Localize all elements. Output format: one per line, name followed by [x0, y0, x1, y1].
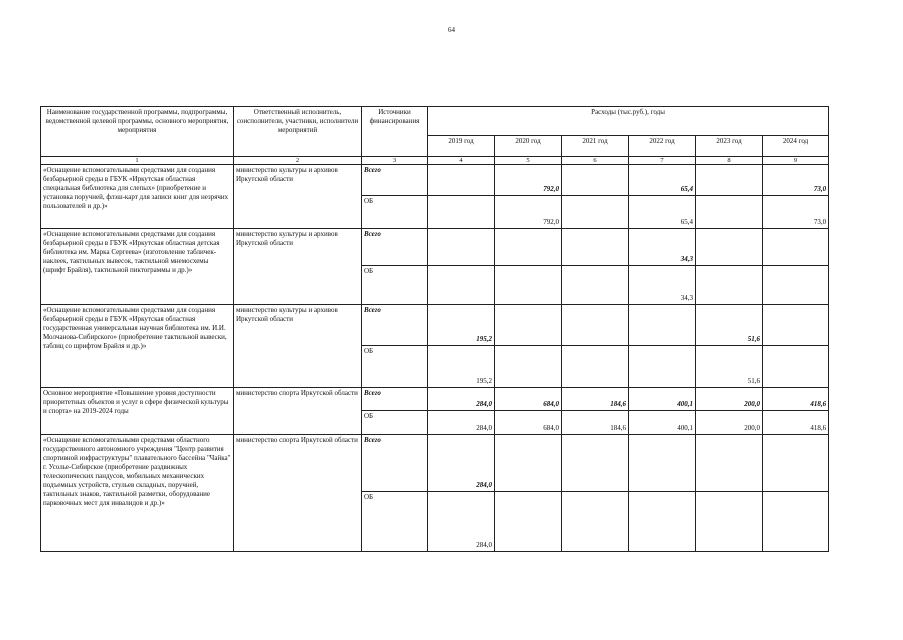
header-year: 2021 год	[562, 136, 629, 157]
header-year: 2019 год	[428, 136, 495, 157]
ob-value	[763, 346, 829, 388]
table-row	[41, 305, 829, 346]
source-ob-label: ОБ	[362, 266, 428, 305]
activity-name: «Оснащение вспомогательными средствами областного государственного автономного учреждения "Центр развития спортивной инфраструктуры" плавательного бассейна "Чайка" г. Усолье-Сибирское (приобретение раздвижных телескопических пандусов, мобильных механических подъемных устройств, стульев складных, поручней, тактильных знаков, тактильной разметки, оборудование парковочных мест для инвалидов и др.)»	[41, 435, 234, 552]
ob-value: 684,0	[495, 411, 562, 435]
total-value	[428, 165, 495, 196]
column-number: 6	[562, 157, 629, 165]
total-value	[763, 305, 829, 346]
ob-value	[495, 346, 562, 388]
ob-value	[763, 266, 829, 305]
ob-value: 73,0	[763, 196, 829, 229]
total-value	[696, 229, 763, 266]
total-value	[696, 435, 763, 492]
total-value: 684,0	[495, 388, 562, 411]
ob-value	[562, 196, 629, 229]
ob-value: 400,1	[629, 411, 696, 435]
ob-value	[428, 266, 495, 305]
total-value	[763, 229, 829, 266]
table-row	[41, 435, 829, 492]
total-value	[562, 229, 629, 266]
header-source: Источники финансирования	[362, 107, 428, 157]
table-row	[41, 165, 829, 196]
column-number: 2	[234, 157, 362, 165]
responsible-executor: министерство спорта Иркутской области	[234, 388, 362, 435]
total-value: 65,4	[629, 165, 696, 196]
total-value: 195,2	[428, 305, 495, 346]
ob-value: 284,0	[428, 411, 495, 435]
activity-name: Основное мероприятие «Повышение уровня доступности приоритетных объектов и услуг в сфере физической культуры и спорта» на 2019-2024 годы	[41, 388, 234, 435]
responsible-executor: министерство спорта Иркутской области	[234, 435, 362, 552]
ob-value	[428, 196, 495, 229]
ob-value: 792,0	[495, 196, 562, 229]
activity-name: «Оснащение вспомогательными средствами для создания безбарьерной среды в ГБУК «Иркутская областная детская библиотека им. Марка Сергеева» (изготовление табличек-наклеек, тактильных вывесок, тактильной мнемосхемы (шрифт Брайля), тактильной пиктограммы и др.)»	[41, 229, 234, 305]
responsible-executor: министерство культуры и архивов Иркутской области	[234, 165, 362, 229]
table-row	[41, 229, 829, 266]
total-value: 200,0	[696, 388, 763, 411]
ob-value	[562, 346, 629, 388]
total-value	[562, 165, 629, 196]
ob-value: 200,0	[696, 411, 763, 435]
total-value	[629, 435, 696, 492]
header-name: Наименование государственной программы, подпрограммы, ведомственной целевой программы, основного мероприятия, мероприятия	[41, 107, 234, 157]
ob-value: 65,4	[629, 196, 696, 229]
ob-value	[763, 492, 829, 552]
ob-value: 418,6	[763, 411, 829, 435]
column-number: 9	[763, 157, 829, 165]
total-value	[495, 305, 562, 346]
total-value	[428, 229, 495, 266]
responsible-executor: министерство культуры и архивов Иркутской области	[234, 305, 362, 388]
total-value	[495, 229, 562, 266]
ob-value	[696, 266, 763, 305]
total-value: 51,6	[696, 305, 763, 346]
header-year: 2022 год	[629, 136, 696, 157]
total-value	[696, 165, 763, 196]
total-value	[495, 435, 562, 492]
column-number: 7	[629, 157, 696, 165]
expenses-table	[40, 106, 829, 552]
total-value: 400,1	[629, 388, 696, 411]
header-expenses: Расходы (тыс.руб.), годы	[428, 107, 829, 136]
ob-value: 284,0	[428, 492, 495, 552]
source-ob-label: ОБ	[362, 492, 428, 552]
ob-value	[562, 492, 629, 552]
source-ob-label: ОБ	[362, 346, 428, 388]
column-number: 3	[362, 157, 428, 165]
total-value: 284,0	[428, 388, 495, 411]
total-value: 792,0	[495, 165, 562, 196]
column-number: 1	[41, 157, 234, 165]
ob-value	[495, 266, 562, 305]
table-row	[41, 388, 829, 411]
responsible-executor: министерство культуры и архивов Иркутской области	[234, 229, 362, 305]
total-value	[629, 305, 696, 346]
ob-value: 51,6	[696, 346, 763, 388]
total-value	[763, 435, 829, 492]
activity-name: «Оснащение вспомогательными средствами для создания безбарьерной среды в ГБУК «Иркутская областная государственная универсальная научная библиотека им. И.И. Молчанова-Сибирского» (приобретение тактильной вывески, таблиц со шрифтом Брайля и др.)»	[41, 305, 234, 388]
column-number: 8	[696, 157, 763, 165]
total-value: 284,0	[428, 435, 495, 492]
header-year: 2020 год	[495, 136, 562, 157]
ob-value: 34,3	[629, 266, 696, 305]
source-total-label: Всего	[362, 165, 428, 196]
ob-value	[495, 492, 562, 552]
source-total-label: Всего	[362, 435, 428, 492]
source-ob-label: ОБ	[362, 196, 428, 229]
total-value: 34,3	[629, 229, 696, 266]
ob-value	[562, 266, 629, 305]
ob-value	[696, 492, 763, 552]
column-number: 5	[495, 157, 562, 165]
ob-value: 195,2	[428, 346, 495, 388]
ob-value	[629, 492, 696, 552]
page-number: 64	[448, 26, 455, 34]
total-value	[562, 435, 629, 492]
header-year: 2024 год	[763, 136, 829, 157]
source-total-label: Всего	[362, 229, 428, 266]
source-total-label: Всего	[362, 305, 428, 346]
activity-name: «Оснащение вспомогательными средствами для создания безбарьерной среды в ГБУК «Иркутская областная специальная библиотека для слепых» (приобретение и установка поручней, флэш-карт для записи книг для незрячих пользователей и др.)»	[41, 165, 234, 229]
source-ob-label: ОБ	[362, 411, 428, 435]
source-total-label: Всего	[362, 388, 428, 411]
header-year: 2023 год	[696, 136, 763, 157]
total-value: 73,0	[763, 165, 829, 196]
header-responsible: Ответственный исполнитель, соисполнители, участники, исполнители мероприятий	[234, 107, 362, 157]
total-value: 184,6	[562, 388, 629, 411]
total-value	[562, 305, 629, 346]
ob-value	[629, 346, 696, 388]
column-number: 4	[428, 157, 495, 165]
total-value: 418,6	[763, 388, 829, 411]
ob-value	[696, 196, 763, 229]
ob-value: 184,6	[562, 411, 629, 435]
